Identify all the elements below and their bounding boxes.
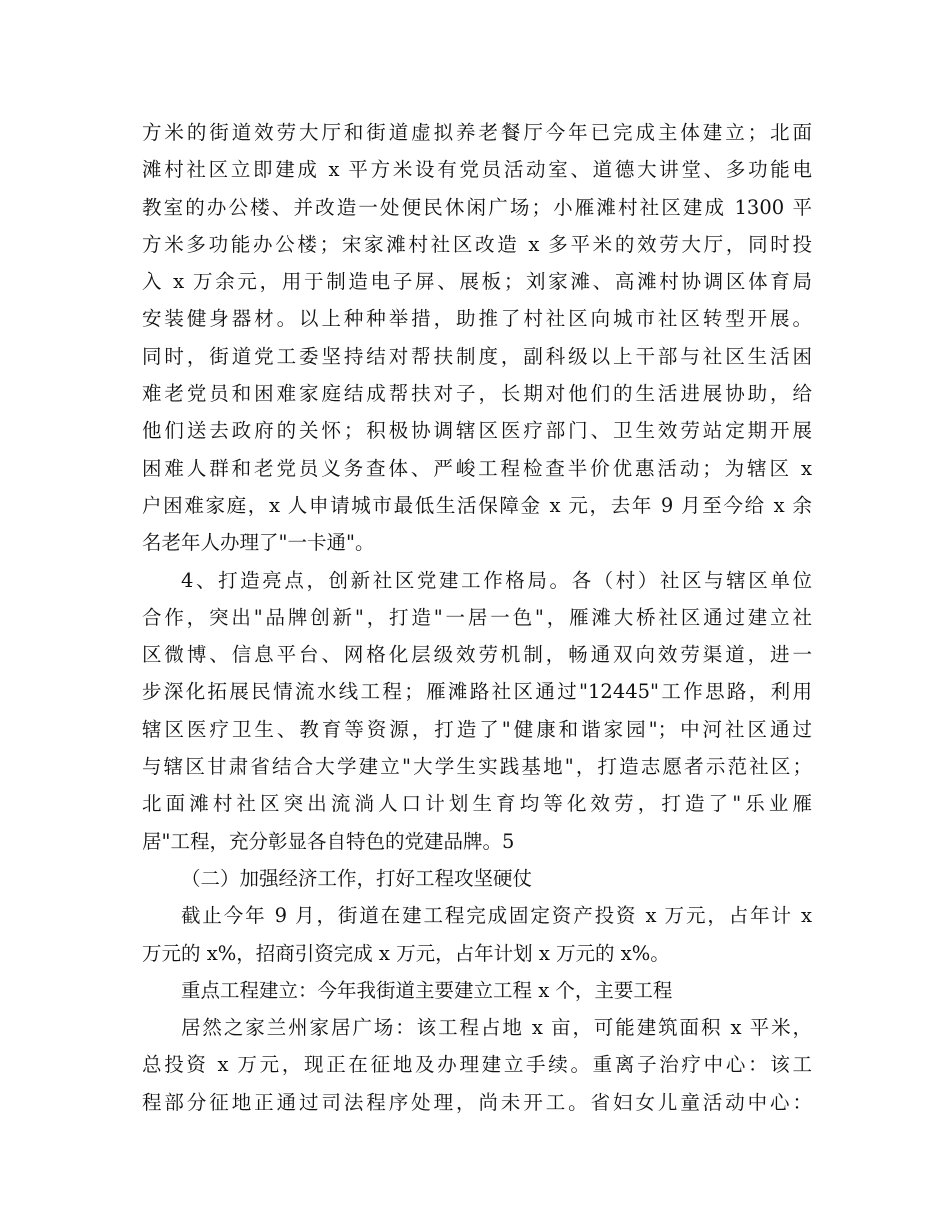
text-line: 辖区医疗卫生、教育等资源，打造了"健康和谐家园"；中河社区通过	[142, 717, 812, 741]
text-line: 与辖区甘肃省结合大学建立"大学生实践基地"，打造志愿者示范社区；	[142, 755, 812, 779]
text-line: 截止今年 9 月，街道在建工程完成固定资产投资 x 万元，占年计 x	[181, 904, 812, 928]
text-line: 入 x 万余元，用于制造电子屏、展板；刘家滩、高滩村协调区体育局	[142, 270, 812, 294]
text-line: 居然之家兰州家居广场：该工程占地 x 亩，可能建筑面积 x 平米，	[181, 1016, 812, 1040]
text-line: 他们送去政府的关怀；积极协调辖区医疗部门、卫生效劳站定期开展	[142, 419, 812, 443]
text-line: 方米的街道效劳大厅和街道虚拟养老餐厅今年已完成主体建立；北面	[142, 121, 812, 144]
text-line: 重点工程建立：今年我街道主要建立工程 x 个，主要工程	[181, 978, 673, 1002]
text-line: 总投资 x 万元，现正在征地及办理建立手续。重离子治疗中心：该工	[142, 1053, 812, 1077]
text-line: 滩村社区立即建成 x 平方米设有党员活动室、道德大讲堂、多功能电	[142, 158, 812, 182]
text-line: 方米多功能办公楼；宋家滩村社区改造 x 多平米的效劳大厅，同时投	[142, 232, 812, 256]
text-line: 程部分征地正通过司法程序处理，尚未开工。省妇女儿童活动中心：	[142, 1090, 812, 1114]
text-line: 名老年人办理了"一卡通"。	[142, 531, 375, 555]
text-line: 户困难家庭，x 人申请城市最低生活保障金 x 元，去年 9 月至今给 x 余	[142, 493, 812, 517]
text-line: 教室的办公楼、并改造一处便民休闲广场；小雁滩村社区建成 1300 平	[142, 195, 812, 219]
document-body	[142, 114, 812, 1121]
text-line: 困难人群和老党员义务查体、严峻工程检查半价优惠活动；为辖区 x	[142, 456, 812, 480]
text-line: 步深化拓展民情流水线工程；雁滩路社区通过"12445"工作思路，利用	[142, 680, 812, 704]
text-line: 万元的 x%，招商引资完成 x 万元，占年计划 x 万元的 x%。	[142, 941, 670, 965]
text-line: 合作，突出"品牌创新"，打造"一居一色"，雁滩大桥社区通过建立社	[142, 605, 812, 629]
text-line: 安装健身器材。以上种种举措，助推了村社区向城市社区转型开展。	[142, 307, 812, 331]
text-line: 北面滩村社区突出流淌人口计划生育均等化效劳，打造了"乐业雁	[142, 792, 812, 816]
text-line: 难老党员和困难家庭结成帮扶对子，长期对他们的生活进展协助，给	[142, 382, 812, 406]
text-line: 居"工程，充分彰显各自特色的党建品牌。5	[142, 829, 515, 853]
text-line: 区微博、信息平台、网格化层级效劳机制，畅通双向效劳渠道，进一	[142, 643, 812, 667]
text-line: 4、打造亮点，创新社区党建工作格局。各（村）社区与辖区单位	[181, 568, 812, 592]
text-line: （二）加强经济工作，打好工程攻坚硬仗	[181, 866, 533, 890]
text-line: 同时，街道党工委坚持结对帮扶制度，副科级以上干部与社区生活困	[142, 344, 812, 368]
